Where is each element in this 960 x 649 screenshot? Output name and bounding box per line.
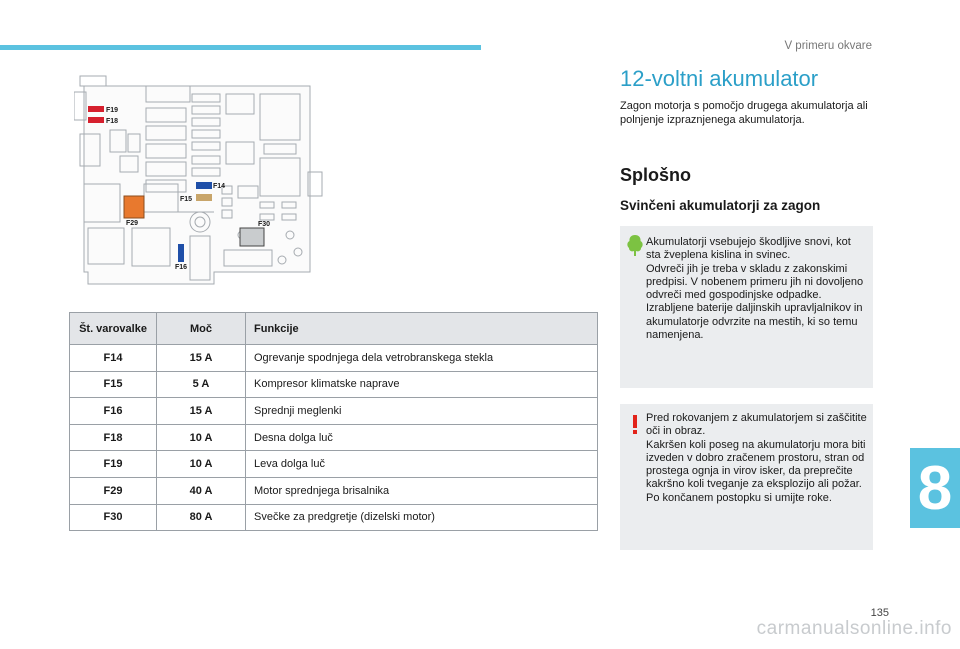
table-row: [70, 477, 598, 504]
table-row: [70, 424, 598, 451]
fuse-power: 15 A: [157, 345, 246, 372]
fuse-table: [69, 312, 598, 531]
fuse-number: F14: [70, 345, 157, 372]
tree-icon: [626, 234, 644, 258]
fuse-f30: [240, 228, 264, 246]
fuse-function: Desna dolga luč: [246, 424, 598, 451]
fuse-function: Ogrevanje spodnjega dela vetrobranskega stekla: [246, 345, 598, 372]
table-header-row: [70, 313, 598, 345]
warning-note: [620, 404, 873, 550]
fuse-function: Svečke za predgretje (dizelski motor): [246, 504, 598, 531]
fuse-function: Sprednji meglenki: [246, 398, 598, 425]
fuse-f14: [196, 182, 212, 189]
fuse-power: 80 A: [157, 504, 246, 531]
fuse-number: F15: [70, 371, 157, 398]
table-row: [70, 371, 598, 398]
label-f30: F30: [258, 221, 271, 228]
fuse-power: 5 A: [157, 371, 246, 398]
column-header-function: Funkcije: [246, 313, 598, 345]
fuse-number: F30: [70, 504, 157, 531]
fuse-function: Motor sprednjega brisalnika: [246, 477, 598, 504]
fuse-number: F16: [70, 398, 157, 425]
fuse-f29: [124, 196, 144, 218]
fuse-function: Kompresor klimatske naprave: [246, 371, 598, 398]
subsubsection-title: Svinčeni akumulatorji za zagon: [620, 198, 821, 213]
chapter-header: V primeru okvare: [784, 40, 872, 52]
section-title: 12-voltni akumulator: [620, 66, 819, 91]
fuse-f18: [88, 117, 104, 123]
fuse-f15: [196, 194, 212, 201]
chapter-number-tab: 8: [910, 448, 960, 528]
environment-note: [620, 226, 873, 388]
fuse-function: Leva dolga luč: [246, 451, 598, 478]
column-header-number: Št. varovalke: [70, 313, 157, 345]
label-f29: F29: [126, 220, 139, 227]
fuse-power: 10 A: [157, 451, 246, 478]
subsection-title: Splošno: [620, 165, 691, 185]
environment-note-text: Akumulatorji vsebujejo škodljive snovi, kot sta žveplena kislina in svinec. Odvreči jih je treba v skladu z zakonskimi predpisi. V nobenem primeru jih ni dovoljeno odvreči med gospodinjske odpadke. Izrabljene baterije daljinskih upravljalnikov in akumulatorje odvrzite na mestih, ki so temu namenjena.: [646, 236, 864, 342]
fuse-f19: [88, 106, 104, 112]
fuse-power: 10 A: [157, 424, 246, 451]
section-intro: Zagon motorja s pomočjo drugega akumulatorja ali polnjenje izpraznjenega akumulatorja.: [620, 100, 868, 126]
table-row: [70, 451, 598, 478]
label-f15: F15: [180, 196, 193, 203]
table-row: [70, 345, 598, 372]
fuse-power: 15 A: [157, 398, 246, 425]
fuse-box-drawing: [74, 72, 324, 290]
label-f14: F14: [213, 183, 226, 190]
fuse-number: F18: [70, 424, 157, 451]
label-f16: F16: [175, 264, 188, 271]
label-f19: F19: [106, 107, 119, 114]
table-row: [70, 504, 598, 531]
fuse-number: F19: [70, 451, 157, 478]
label-f18: F18: [106, 118, 119, 125]
table-row: [70, 398, 598, 425]
chapter-color-bar: [0, 45, 481, 50]
watermark-text: carmanualsonline.info: [756, 618, 952, 639]
column-header-power: Moč: [157, 313, 246, 345]
fuse-f16: [178, 244, 184, 262]
fuse-number: F29: [70, 477, 157, 504]
warning-note-text: Pred rokovanjem z akumulatorjem si zaščitite oči in obraz. Kakršen koli poseg na akumulatorju mora biti izveden v dobro zračenem prostoru, stran od prostega ognja in virov isker, da preprečite kakršno koli tveganje za eksplozijo ali požar. Po končanem postopku si umijte roke.: [646, 412, 867, 504]
page-number: 135: [870, 607, 889, 619]
fuse-box-diagram: [74, 72, 324, 290]
fuse-power: 40 A: [157, 477, 246, 504]
exclamation-icon: [626, 412, 644, 436]
